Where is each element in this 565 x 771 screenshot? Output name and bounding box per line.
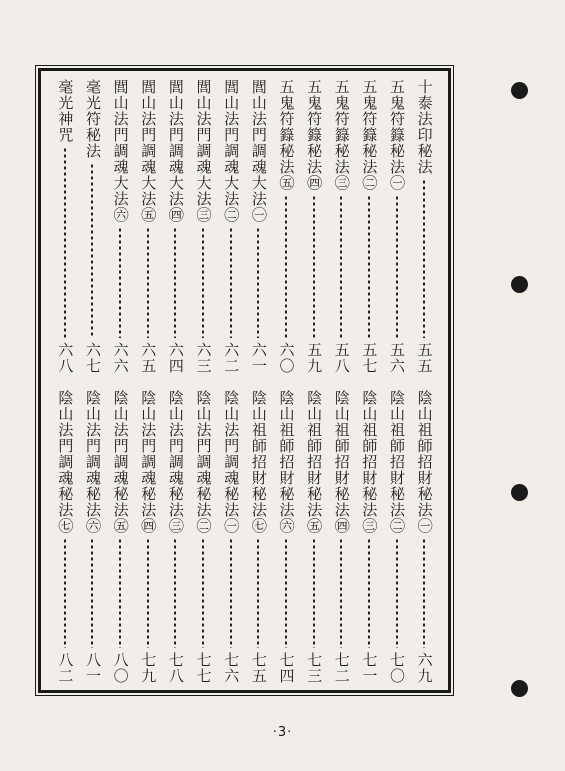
entry-page-number: 六七 <box>83 341 102 374</box>
entry-page-number: 七四 <box>277 652 296 684</box>
entry-title: 陰山祖師招財秘法㊆ <box>249 389 268 534</box>
entry-title: 閭山法門調魂大法㊁ <box>222 79 241 223</box>
dot-leader <box>147 538 149 649</box>
toc-entry <box>51 390 79 685</box>
toc-entry <box>300 79 328 374</box>
binder-hole <box>511 82 528 99</box>
entry-page-number: 七九 <box>139 652 158 684</box>
entry-title: 毫光神咒 <box>56 79 75 143</box>
dot-leader <box>147 227 149 338</box>
entry-title: 陰山祖師招財秘法㊂ <box>360 389 379 534</box>
toc-entry <box>189 79 217 374</box>
toc-entry <box>410 390 438 685</box>
toc-entry <box>217 79 245 374</box>
dot-leader <box>119 538 121 649</box>
dot-leader <box>313 538 315 649</box>
entry-title: 五鬼符籙秘法㊀ <box>388 79 407 191</box>
entry-title: 陰山祖師招財秘法㊁ <box>388 389 407 534</box>
dot-leader <box>368 195 370 338</box>
entry-title: 毫光符秘法 <box>83 79 102 159</box>
entry-title: 陰山法門調魂秘法㊅ <box>83 389 102 534</box>
toc-column <box>189 79 217 684</box>
toc-entry <box>327 390 355 685</box>
entry-title: 陰山法門調魂秘法㊄ <box>111 389 130 534</box>
toc-column <box>106 79 134 684</box>
toc-entry <box>383 79 411 374</box>
entry-title: 陰山法門調魂秘法㊂ <box>166 389 185 534</box>
dot-leader <box>368 538 370 649</box>
entry-page-number: 六五 <box>139 341 158 374</box>
dot-leader <box>202 538 204 649</box>
entry-title: 陰山祖師招財秘法㊅ <box>277 389 296 534</box>
toc-entry <box>106 79 134 374</box>
entry-page-number: 七六 <box>222 652 241 684</box>
toc-entry <box>272 390 300 685</box>
entry-title: 五鬼符籙秘法㊄ <box>277 79 296 191</box>
toc-column <box>245 79 273 684</box>
binder-hole <box>511 484 528 501</box>
dot-leader <box>285 538 287 649</box>
toc-entry <box>245 390 273 685</box>
dot-leader <box>423 538 425 649</box>
dot-leader <box>64 147 66 338</box>
toc-list <box>41 71 448 690</box>
entry-title: 閭山法門調魂大法㊂ <box>194 79 213 223</box>
toc-entry <box>383 390 411 685</box>
toc-entry <box>245 79 273 374</box>
entry-page-number: 七三 <box>305 652 324 684</box>
dot-leader <box>64 538 66 649</box>
dot-leader <box>285 195 287 338</box>
toc-entry <box>79 390 107 685</box>
entry-title: 陰山法門調魂秘法㊁ <box>194 389 213 534</box>
dot-leader <box>91 538 93 649</box>
dot-leader <box>396 538 398 649</box>
entry-page-number: 六〇 <box>277 341 296 374</box>
toc-column <box>300 79 328 684</box>
toc-entry <box>162 390 190 685</box>
toc-entry <box>410 79 438 374</box>
toc-entry <box>134 79 162 374</box>
entry-page-number: 五九 <box>305 341 324 374</box>
dot-leader <box>119 227 121 338</box>
toc-column <box>355 79 383 684</box>
dot-leader <box>396 195 398 338</box>
toc-entry <box>134 390 162 685</box>
dot-leader <box>230 538 232 649</box>
dot-leader <box>257 538 259 649</box>
entry-page-number: 七八 <box>166 652 185 684</box>
entry-page-number: 七〇 <box>388 652 407 684</box>
toc-entry <box>51 79 79 374</box>
entry-page-number: 八二 <box>56 652 75 684</box>
dot-leader <box>202 227 204 338</box>
dot-leader <box>257 227 259 338</box>
toc-column <box>162 79 190 684</box>
toc-entry <box>355 390 383 685</box>
toc-column <box>134 79 162 684</box>
entry-title: 陰山祖師招財秘法㊃ <box>332 389 351 534</box>
entry-page-number: 六八 <box>56 341 75 374</box>
entry-page-number: 六一 <box>249 341 268 374</box>
entry-title: 閭山法門調魂大法㊄ <box>139 79 158 223</box>
entry-page-number: 八〇 <box>111 652 130 684</box>
toc-entry <box>217 390 245 685</box>
entry-title: 陰山法門調魂秘法㊆ <box>56 389 75 534</box>
entry-title: 閭山法門調魂大法㊃ <box>166 79 185 223</box>
toc-entry <box>300 390 328 685</box>
toc-column <box>410 79 438 684</box>
entry-page-number: 七一 <box>360 652 379 684</box>
toc-column <box>272 79 300 684</box>
dot-leader <box>340 195 342 338</box>
entry-page-number: 八一 <box>83 652 102 684</box>
dot-leader <box>423 179 425 338</box>
entry-page-number: 五五 <box>415 341 434 374</box>
entry-title: 陰山法門調魂秘法㊃ <box>139 389 158 534</box>
entry-page-number: 六四 <box>166 341 185 374</box>
toc-column <box>51 79 79 684</box>
entry-title: 五鬼符籙秘法㊃ <box>305 79 324 191</box>
entry-page-number: 六九 <box>415 652 434 684</box>
toc-entry <box>189 390 217 685</box>
dot-leader <box>91 163 93 338</box>
toc-entry <box>272 79 300 374</box>
table-of-contents-frame <box>38 68 451 693</box>
dot-leader <box>313 195 315 338</box>
entry-page-number: 七七 <box>194 652 213 684</box>
toc-entry <box>355 79 383 374</box>
entry-page-number: 五六 <box>388 341 407 374</box>
entry-title: 陰山祖師招財秘法㊄ <box>305 389 324 534</box>
page-number: ·3· <box>272 725 293 740</box>
entry-page-number: 六二 <box>222 341 241 374</box>
toc-entry <box>106 390 134 685</box>
entry-page-number: 五七 <box>360 341 379 374</box>
entry-page-number: 五八 <box>332 341 351 374</box>
entry-title: 閭山法門調魂大法㊀ <box>249 79 268 223</box>
toc-column <box>217 79 245 684</box>
dot-leader <box>230 227 232 338</box>
entry-page-number: 六三 <box>194 341 213 374</box>
toc-entry <box>79 79 107 374</box>
dot-leader <box>340 538 342 649</box>
toc-entry <box>327 79 355 374</box>
binder-hole <box>511 276 528 293</box>
entry-page-number: 七二 <box>332 652 351 684</box>
entry-page-number: 七五 <box>249 652 268 684</box>
entry-page-number: 六六 <box>111 341 130 374</box>
entry-title: 五鬼符籙秘法㊂ <box>332 79 351 191</box>
toc-entry <box>162 79 190 374</box>
dot-leader <box>174 227 176 338</box>
entry-title: 十泰法印秘法 <box>415 79 434 175</box>
entry-title: 陰山祖師招財秘法㊀ <box>415 389 434 534</box>
entry-title: 五鬼符籙秘法㊁ <box>360 79 379 191</box>
toc-column <box>79 79 107 684</box>
toc-column <box>327 79 355 684</box>
entry-title: 閭山法門調魂大法㊅ <box>111 79 130 223</box>
binder-hole <box>511 680 528 697</box>
dot-leader <box>174 538 176 649</box>
entry-title: 陰山法門調魂秘法㊀ <box>222 389 241 534</box>
toc-column <box>383 79 411 684</box>
